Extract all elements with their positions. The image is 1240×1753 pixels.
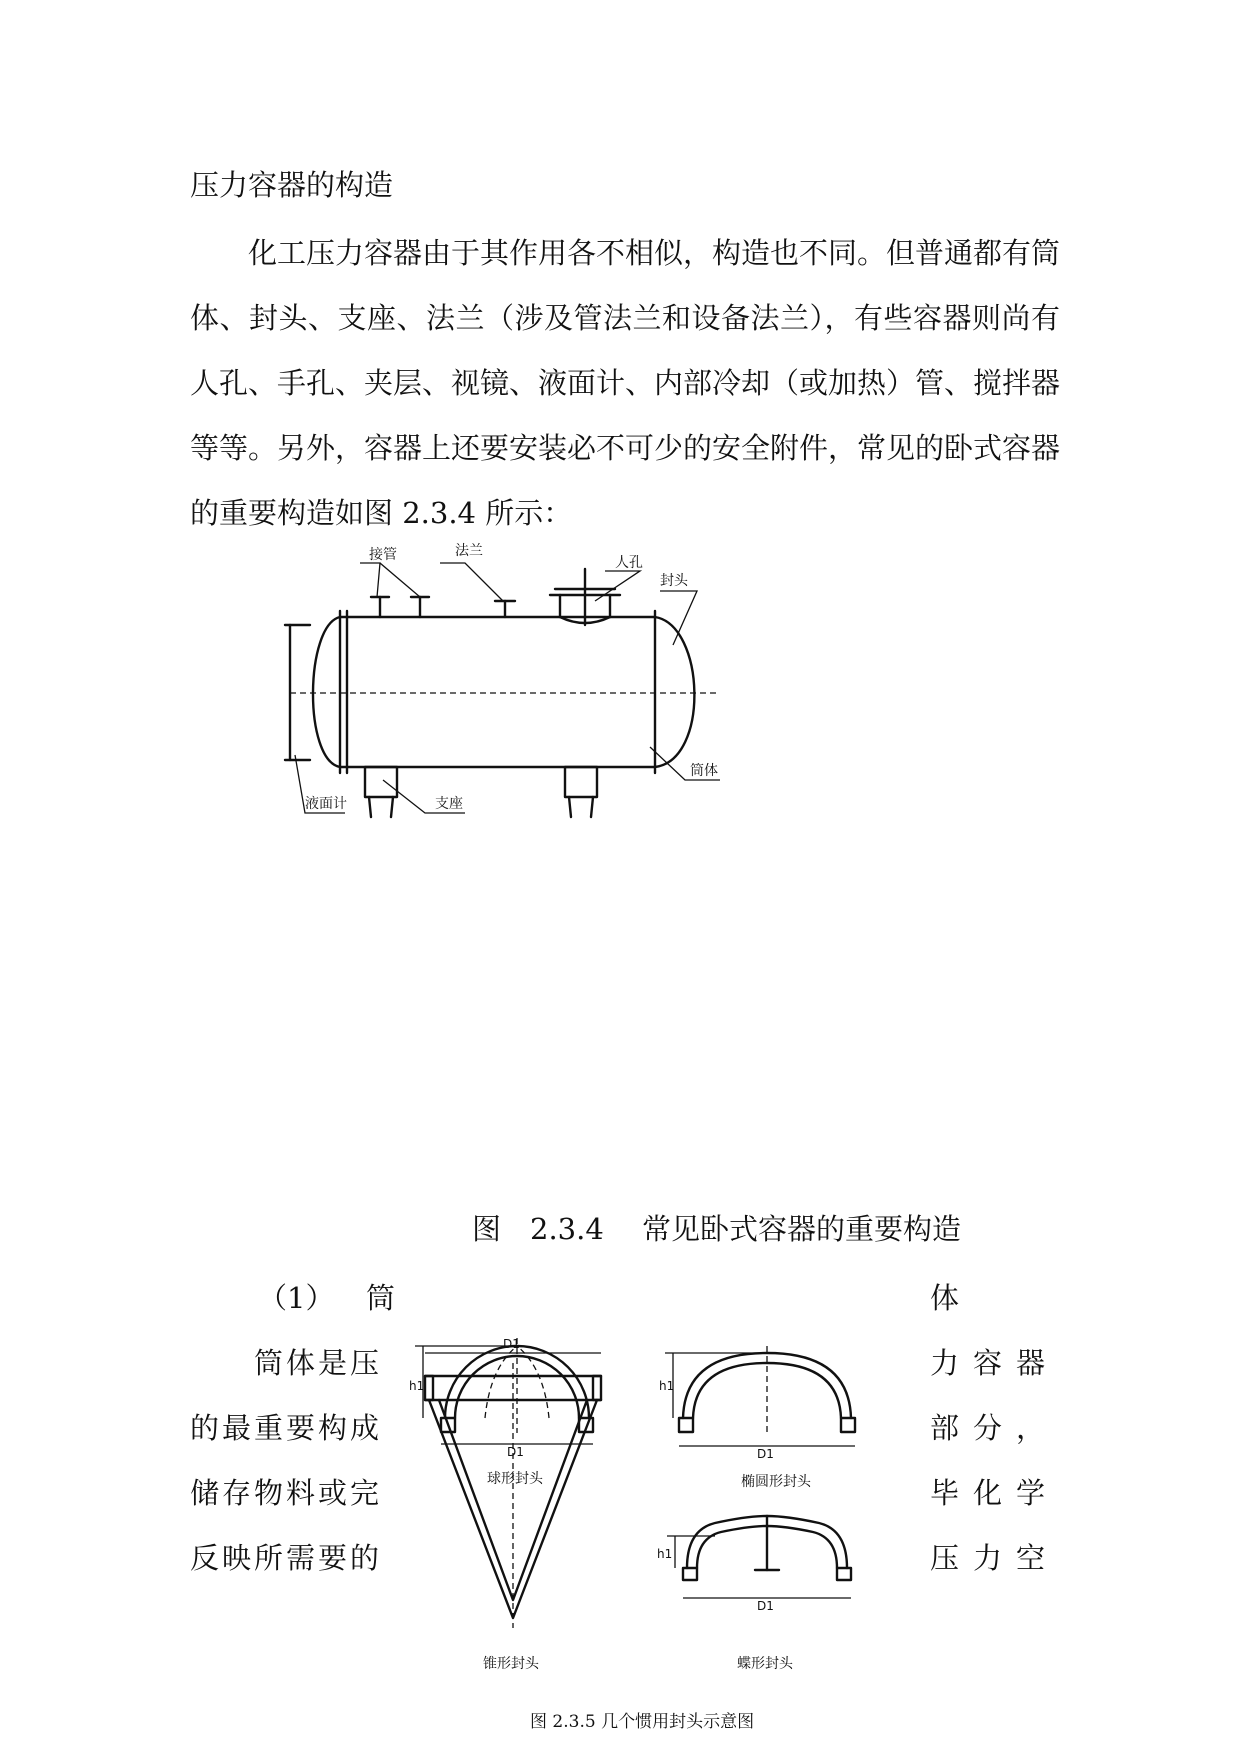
right-head — [655, 617, 694, 767]
body-left-line-1: 筒体是压 — [254, 1346, 383, 1380]
label-shell: 筒体 — [690, 763, 718, 779]
hemi-head-d: D1 — [507, 1445, 524, 1459]
body-left-line-3: 储存物料或完 — [190, 1476, 383, 1510]
cone-head-flange-left — [425, 1376, 433, 1400]
horizontal-vessel-diagram — [265, 543, 795, 825]
intro-paragraph: 化工压力容器由于其作用各不相似，构造也不同。但普通都有筒体、封头、支座、法兰（涉及管法兰和设备法兰），有些容器则尚有人孔、手孔、夹层、视镜、液面计、内部冷却（或加热）管、搅拌器等等。另外，容器上还要安装必不可少的安全附件，常见的卧式容器的重要构造如图 2.3.4 所示： — [190, 236, 1061, 530]
leader-head — [660, 591, 697, 645]
body-right-line-1: 力容器 — [930, 1346, 1060, 1380]
cone-head-flange-right — [593, 1376, 601, 1400]
hemi-head-h: h1 — [409, 1379, 425, 1393]
cone-head-d: D1 — [503, 1337, 520, 1351]
ellip-head-d: D1 — [757, 1447, 774, 1461]
body-left-line-4: 反映所需要的 — [190, 1541, 383, 1575]
support-right — [565, 767, 597, 797]
leader-flange — [440, 563, 503, 601]
body-right-line-2: 部分， — [930, 1411, 1060, 1445]
label-support: 支座 — [435, 796, 463, 812]
dish-head-d: D1 — [757, 1599, 774, 1613]
section-1-title-right: 体 — [930, 1281, 960, 1315]
label-manhole: 人孔 — [615, 555, 643, 571]
head-types-diagram — [405, 1318, 905, 1718]
body-right-line-4: 压力空 — [930, 1541, 1060, 1575]
body-left-line-2: 的最重要构成 — [190, 1411, 383, 1445]
section-1-title-left: 筒 — [366, 1281, 396, 1315]
support-left-legs — [369, 797, 393, 817]
section-1-number: （1） — [258, 1281, 335, 1315]
dish-head-h: h1 — [657, 1547, 673, 1561]
cone-head-name: 锥形封头 — [483, 1656, 539, 1672]
label-nozzle: 接管 — [369, 547, 397, 563]
left-head — [313, 617, 340, 767]
leader-manhole — [595, 571, 640, 601]
figure-234-caption: 图 2.3.4 常见卧式容器的重要构造 — [472, 1212, 962, 1246]
figure-235-caption: 图 2.3.5 几个惯用封头示意图 — [530, 1712, 755, 1732]
page-heading: 压力容器的构造 — [190, 168, 394, 202]
ellip-head-name: 椭圆形封头 — [741, 1474, 811, 1490]
label-head: 封头 — [660, 573, 688, 589]
dish-head-flange-left — [683, 1568, 697, 1580]
label-flange: 法兰 — [455, 543, 483, 559]
ellip-head-flange-right — [841, 1418, 855, 1432]
leader-nozzle — [360, 563, 420, 597]
body-right-line-3: 毕化学 — [930, 1476, 1060, 1510]
hemi-head-name: 球形封头 — [487, 1471, 543, 1487]
dish-head-name: 蝶形封头 — [737, 1656, 793, 1672]
dish-head-flange-right — [837, 1568, 851, 1580]
ellip-head-h: h1 — [659, 1379, 675, 1393]
ellip-head-flange-left — [679, 1418, 693, 1432]
cone-head-inner — [439, 1400, 587, 1600]
label-level-gauge: 液面计 — [305, 796, 347, 812]
support-left — [365, 767, 397, 797]
support-right-legs — [569, 797, 593, 817]
